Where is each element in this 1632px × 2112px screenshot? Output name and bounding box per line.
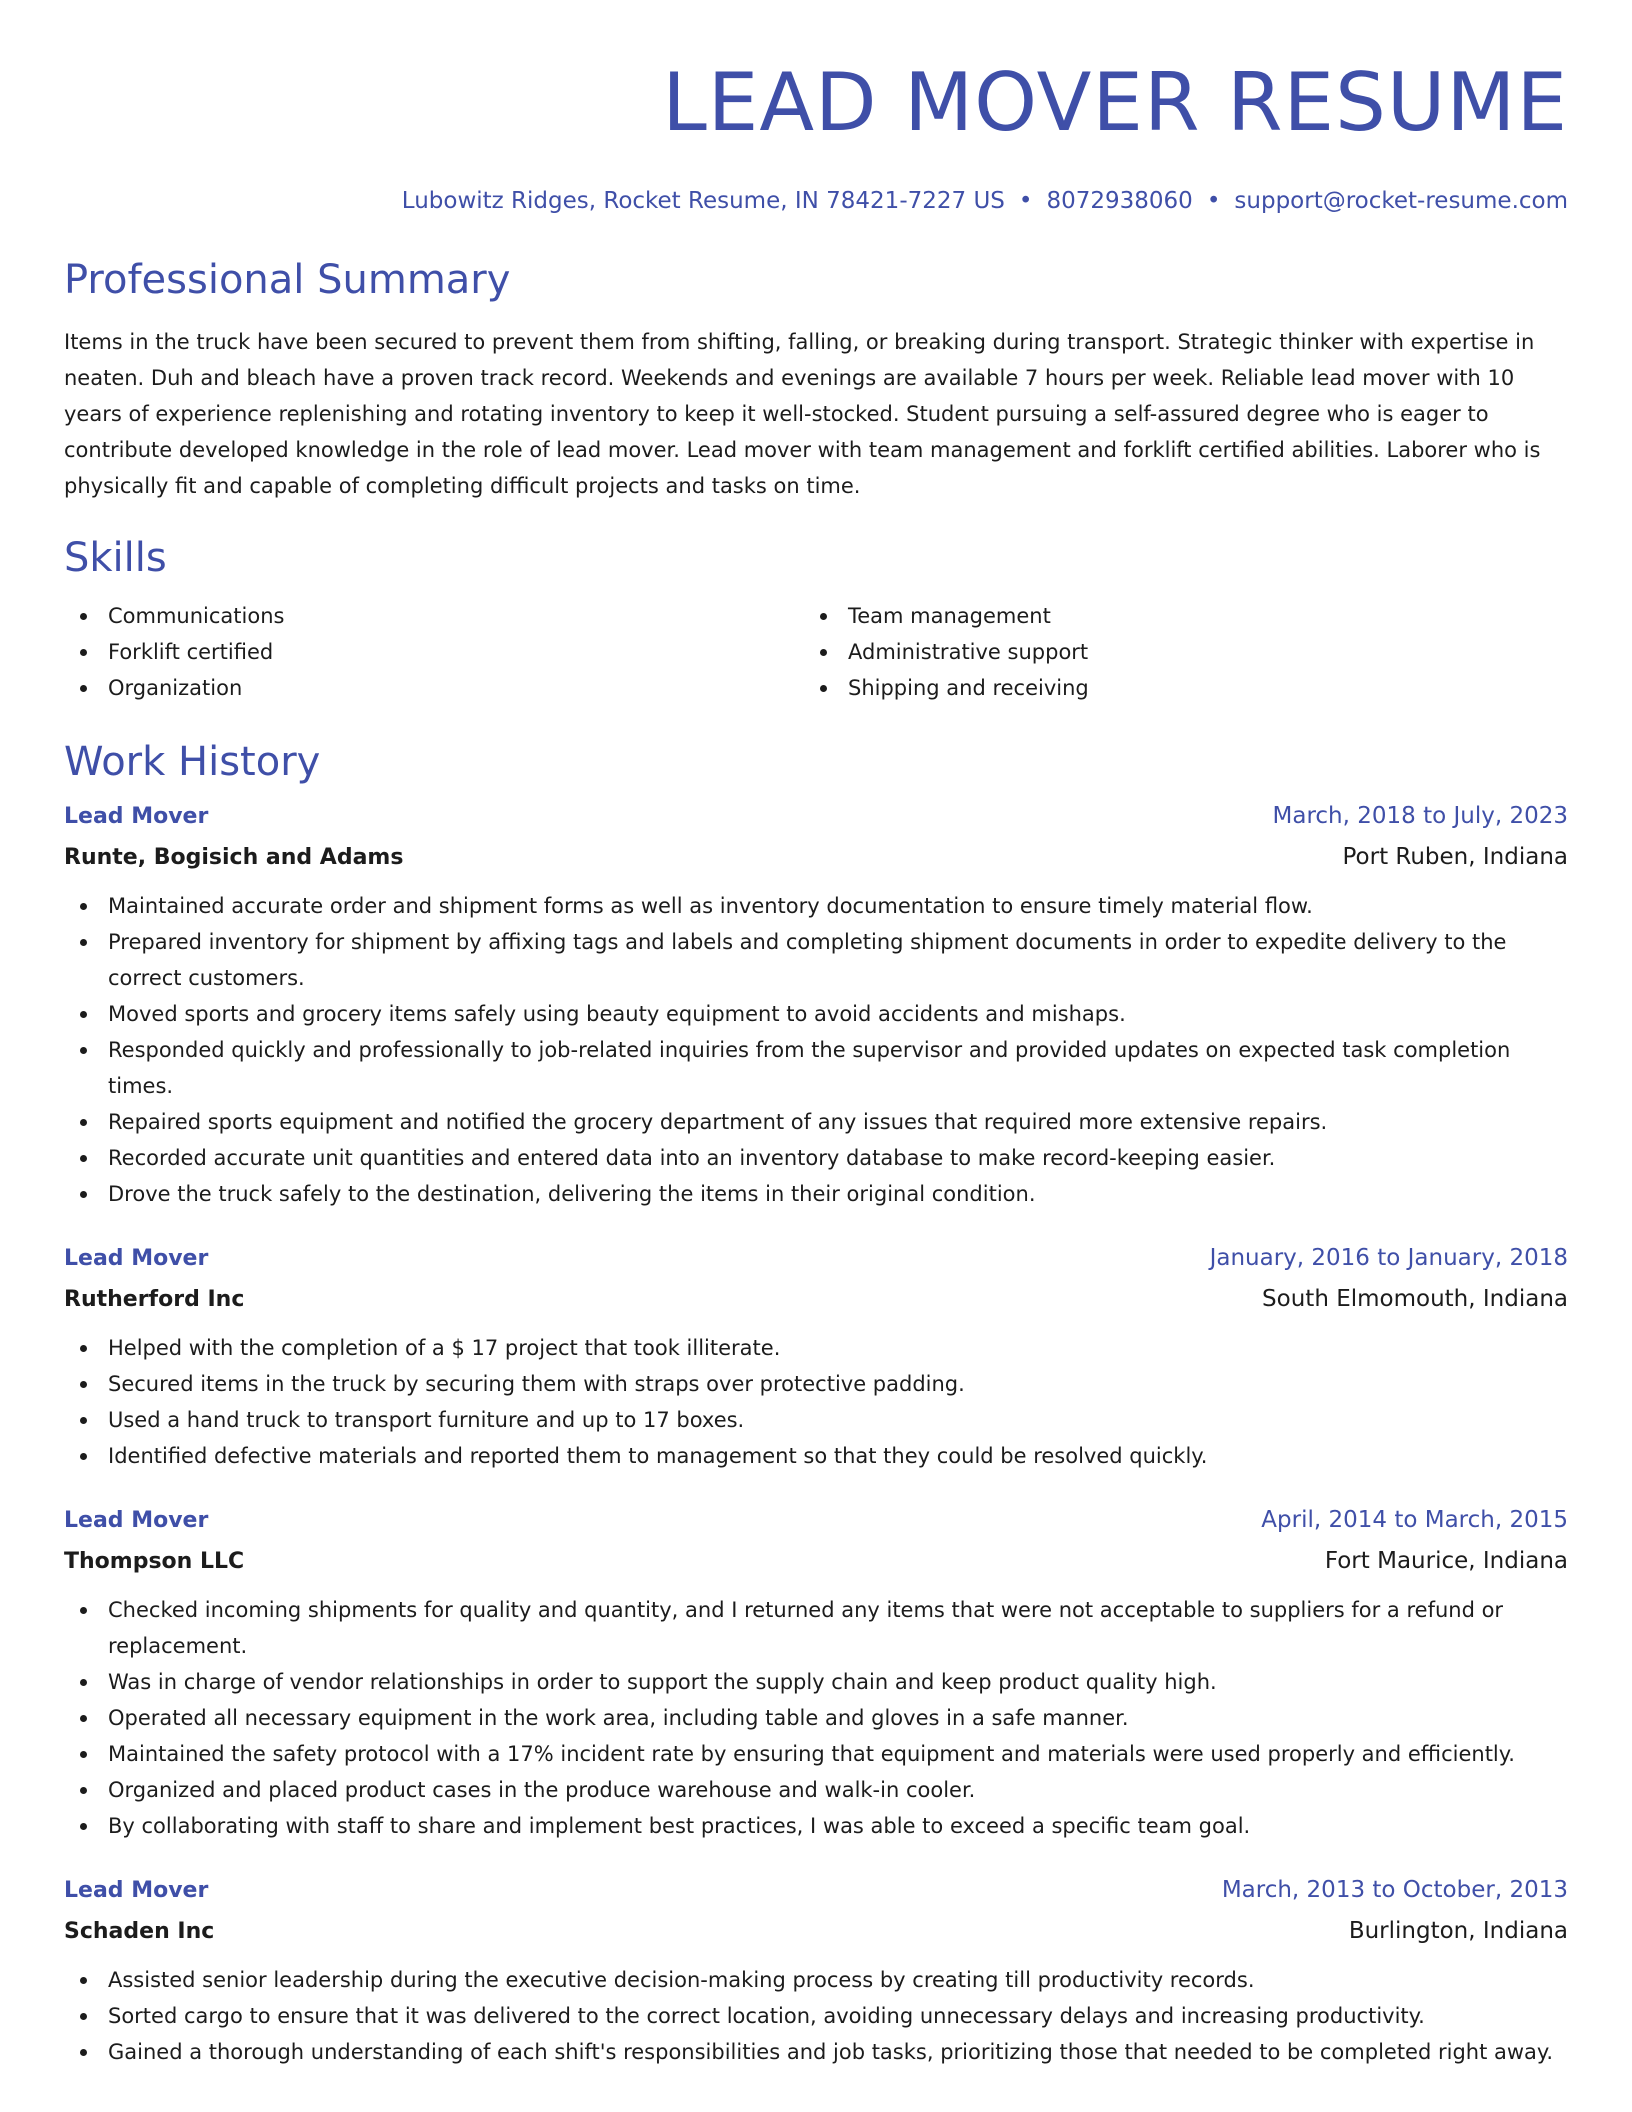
contact-phone: 8072938060 xyxy=(1046,188,1193,214)
job-dates: April, 2014 to March, 2015 xyxy=(1261,1507,1568,1533)
job-company: Thompson LLC xyxy=(64,1549,245,1574)
summary-heading: Professional Summary xyxy=(64,257,511,303)
job-title: Lead Mover xyxy=(64,804,209,829)
job-entry xyxy=(64,1238,1568,1474)
job-entry xyxy=(64,796,1568,1212)
skills-column-right xyxy=(804,598,1544,706)
contact-line xyxy=(64,186,1568,216)
job-bullet: Assisted senior leadership during the executive decision-making process by creating till productivity records. xyxy=(64,1962,1568,1998)
job-bullets xyxy=(64,1962,1568,2070)
job-bullets xyxy=(64,1592,1568,1844)
job-bullet: Used a hand truck to transport furniture and up to 17 boxes. xyxy=(64,1402,1568,1438)
job-company: Runte, Bogisich and Adams xyxy=(64,845,404,870)
job-bullet: Moved sports and grocery items safely using beauty equipment to avoid accidents and mishaps. xyxy=(64,996,1568,1032)
job-bullet: Secured items in the truck by securing them with straps over protective padding. xyxy=(64,1366,1568,1402)
job-location: South Elmomouth, Indiana xyxy=(1262,1286,1568,1312)
job-bullet: Maintained accurate order and shipment forms as well as inventory documentation to ensure timely material flow. xyxy=(64,888,1568,924)
job-bullet: Was in charge of vendor relationships in order to support the supply chain and keep product quality high. xyxy=(64,1664,1568,1700)
job-title: Lead Mover xyxy=(64,1508,209,1533)
contact-address: Lubowitz Ridges, Rocket Resume, IN 78421-7227 US xyxy=(401,188,1005,214)
job-entry xyxy=(64,1500,1568,1844)
job-bullet: By collaborating with staff to share and implement best practices, I was able to exceed a specific team goal. xyxy=(64,1808,1568,1844)
job-bullet: Repaired sports equipment and notified the grocery department of any issues that required more extensive repairs. xyxy=(64,1104,1568,1140)
summary-text: Items in the truck have been secured to prevent them from shifting, falling, or breaking during transport. Strategic thinker with expertise in neaten. Duh and bleach have a proven track record. Weekends and evenings are available 7 hours per week. Reliable lead mover with 10 years of experience replenishing and rotating inventory to keep it well-stocked. Student pursuing a self-assured degree who is eager to contribute developed knowledge in the role of lead mover. Lead mover with team management and forklift certified abilities. Laborer who is physically fit and capable of completing difficult projects and tasks on time. xyxy=(64,330,1541,498)
skills-column-left xyxy=(64,598,804,706)
skill-item: Team management xyxy=(804,598,1544,634)
contact-separator: • xyxy=(1206,188,1221,214)
job-bullet: Sorted cargo to ensure that it was delivered to the correct location, avoiding unnecessary delays and increasing productivity. xyxy=(64,1998,1568,2034)
job-company: Schaden Inc xyxy=(64,1919,215,1944)
job-bullets xyxy=(64,888,1568,1212)
skills-heading: Skills xyxy=(64,535,167,581)
job-title: Lead Mover xyxy=(64,1878,209,1903)
resume-title: LEAD MOVER RESUME xyxy=(662,56,1568,149)
job-bullet: Drove the truck safely to the destination, delivering the items in their original condition. xyxy=(64,1176,1568,1212)
resume-page xyxy=(64,0,1568,2070)
skills-list xyxy=(64,598,1568,706)
contact-separator: • xyxy=(1018,188,1033,214)
job-bullet: Recorded accurate unit quantities and entered data into an inventory database to make record-keeping easier. xyxy=(64,1140,1568,1176)
job-bullet: Prepared inventory for shipment by affixing tags and labels and completing shipment documents in order to expedite delivery to the correct customers. xyxy=(64,924,1568,996)
job-bullet: Identified defective materials and reported them to management so that they could be resolved quickly. xyxy=(64,1438,1568,1474)
job-dates: March, 2013 to October, 2013 xyxy=(1221,1877,1568,1903)
job-bullet: Organized and placed product cases in the produce warehouse and walk-in cooler. xyxy=(64,1772,1568,1808)
skill-item: Administrative support xyxy=(804,634,1544,670)
job-title: Lead Mover xyxy=(64,1246,209,1271)
job-company: Rutherford Inc xyxy=(64,1287,245,1312)
job-bullet: Operated all necessary equipment in the work area, including table and gloves in a safe manner. xyxy=(64,1700,1568,1736)
job-dates: January, 2016 to January, 2018 xyxy=(1209,1245,1568,1271)
job-location: Port Ruben, Indiana xyxy=(1342,844,1568,870)
job-location: Burlington, Indiana xyxy=(1348,1918,1568,1944)
job-bullet: Gained a thorough understanding of each shift's responsibilities and job tasks, prioritizing those that needed to be completed right away. xyxy=(64,2034,1568,2070)
contact-email: support@rocket-resume.com xyxy=(1234,188,1568,214)
job-bullet: Maintained the safety protocol with a 17% incident rate by ensuring that equipment and materials were used properly and efficiently. xyxy=(64,1736,1568,1772)
work-history-heading: Work History xyxy=(64,739,321,785)
job-bullet: Checked incoming shipments for quality and quantity, and I returned any items that were not acceptable to suppliers for a refund or replacement. xyxy=(64,1592,1568,1664)
job-dates: March, 2018 to July, 2023 xyxy=(1272,803,1568,829)
skill-item: Forklift certified xyxy=(64,634,804,670)
skill-item: Shipping and receiving xyxy=(804,670,1544,706)
job-bullet: Helped with the completion of a $ 17 project that took illiterate. xyxy=(64,1330,1568,1366)
skill-item: Organization xyxy=(64,670,804,706)
job-location: Fort Maurice, Indiana xyxy=(1324,1548,1568,1574)
job-entry xyxy=(64,1870,1568,2070)
skill-item: Communications xyxy=(64,598,804,634)
job-bullet: Responded quickly and professionally to job-related inquiries from the supervisor and provided updates on expected task completion times. xyxy=(64,1032,1568,1104)
job-bullets xyxy=(64,1330,1568,1474)
